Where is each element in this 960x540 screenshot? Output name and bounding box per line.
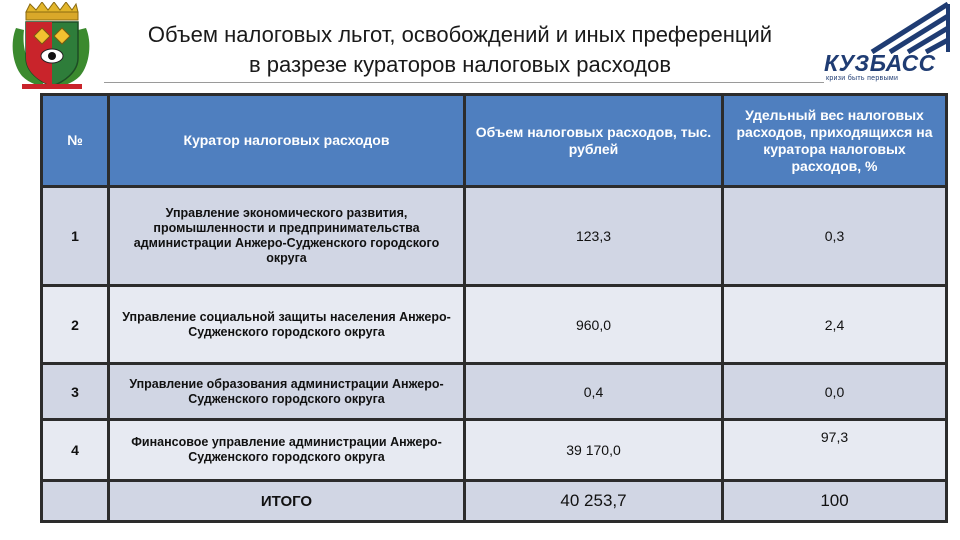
kuzbass-logo (820, 2, 960, 86)
row-amount: 39 170,0 (466, 421, 724, 482)
table-row (40, 421, 948, 482)
column-header-amount: Объем налоговых расходов, тыс. рублей (466, 93, 724, 188)
row-number: 4 (40, 421, 110, 482)
table-row (40, 287, 948, 365)
row-amount: 0,4 (466, 365, 724, 421)
row-number: 1 (40, 188, 110, 287)
logo-text: КУЗБАСС (824, 50, 936, 76)
row-amount: 960,0 (466, 287, 724, 365)
row-share: 0,3 (724, 188, 948, 287)
row-curator: Управление образования администрации Анжеро-Судженского городского округа (110, 365, 466, 421)
logo-slogan: кризи быть первыми (826, 75, 899, 82)
row-curator: Управление экономического развития, промышленности и предпринимательства администрации Анжеро-Судженского городского округа (110, 188, 466, 287)
coat-of-arms-icon (8, 2, 94, 90)
table-row (40, 365, 948, 421)
row-curator: Финансовое управление администрации Анжеро-Судженского городского округа (110, 421, 466, 482)
table-header-row (40, 93, 948, 188)
total-amount: 40 253,7 (466, 482, 724, 523)
row-amount: 123,3 (466, 188, 724, 287)
row-number: 3 (40, 365, 110, 421)
row-share: 2,4 (724, 287, 948, 365)
column-header-share: Удельный вес налоговых расходов, приходящихся на куратора налоговых расходов, % (724, 93, 948, 188)
total-label: ИТОГО (110, 482, 466, 523)
total-share: 100 (724, 482, 948, 523)
title-line-1: Объем налоговых льгот, освобождений и иных преференций (147, 22, 773, 47)
table-row (40, 188, 948, 287)
column-header-curator: Куратор налоговых расходов (110, 93, 466, 188)
title-line-2: в разрезе кураторов налоговых расходов (248, 52, 672, 77)
tax-expenditure-table (40, 93, 948, 523)
title-divider (104, 82, 824, 83)
column-header-number: № (40, 93, 110, 188)
total-number-cell (40, 482, 110, 523)
kuzbass-logo-mark-icon (820, 2, 960, 54)
row-number: 2 (40, 287, 110, 365)
row-share: 0,0 (724, 365, 948, 421)
page-title (100, 20, 820, 80)
row-share: 97,3 (724, 421, 948, 482)
row-curator: Управление социальной защиты населения Анжеро-Судженского городского округа (110, 287, 466, 365)
table-total-row (40, 482, 948, 523)
